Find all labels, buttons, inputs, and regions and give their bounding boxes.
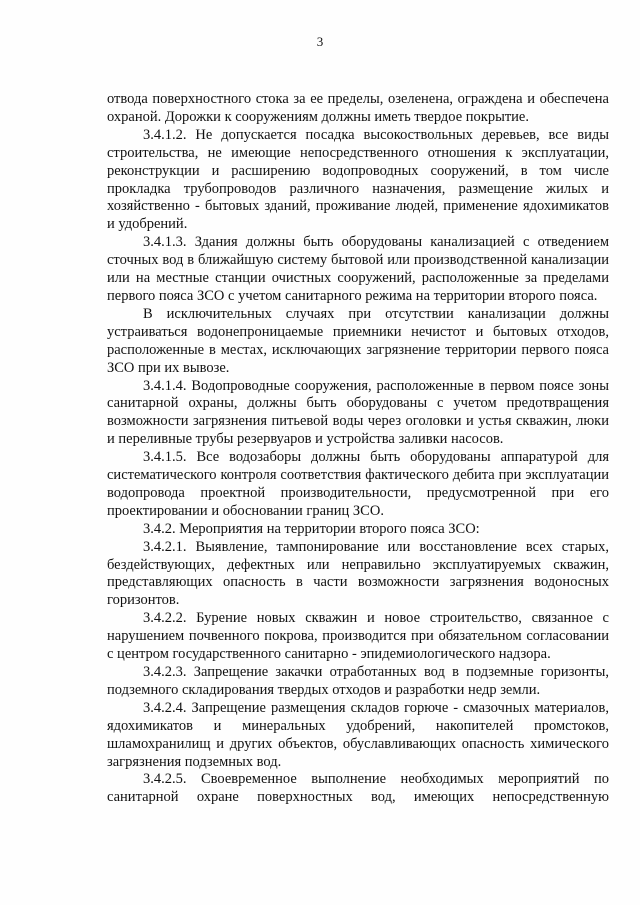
page-number: 3 — [316, 34, 324, 49]
paragraph: 3.4.1.4. Водопроводные сооружения, расположенные в первом поясе зоны санитарной охраны, должны быть оборудованы с учетом предотвращения возможности загрязнения питьевой воды через оголовки и устья скважин, люки и переливные трубы резервуаров и устройства заливки насосов. — [107, 377, 609, 448]
document-body — [107, 91, 609, 807]
paragraph: В исключительных случаях при отсутствии канализации должны устраиваться водонепроницаемые приемники нечистот и бытовых отходов, расположенные в местах, исключающих загрязнение территории первого пояса ЗСО при их вывозе. — [107, 305, 609, 376]
paragraph: 3.4.1.3. Здания должны быть оборудованы канализацией с отведением сточных вод в ближайшую систему бытовой или производственной канализации или на местные станции очистных сооружений, расположенные за пределами первого пояса ЗСО с учетом санитарного режима на территории второго пояса. — [107, 234, 609, 304]
paragraph: 3.4.2. Мероприятия на территории второго пояса ЗСО: — [143, 520, 480, 537]
paragraph: отвода поверхностного стока за ее пределы, озеленена, ограждена и обеспечена охраной. Дорожки к сооружениям должны иметь твердое покрытие. — [107, 91, 609, 125]
paragraph: 3.4.2.4. Запрещение размещения складов горюче - смазочных материалов, ядохимикатов и минеральных удобрений, накопителей промстоков, шламохранилищ и других объектов, обуславливающих опасность химического загрязнения подземных вод. — [107, 699, 609, 770]
paragraph: 3.4.2.3. Запрещение закачки отработанных вод в подземные горизонты, подземного складирования твердых отходов и разработки недр земли. — [107, 664, 609, 698]
paragraph: 3.4.1.2. Не допускается посадка высокоствольных деревьев, все виды строительства, не имеющие непосредственного отношения к эксплуатации, реконструкции и расширению водопроводных сооружений, в том числе прокладка трубопроводов различного назначения, размещение жилых и хозяйственно - бытовых зданий, проживание людей, применение ядохимикатов и удобрений. — [107, 126, 609, 233]
paragraph: 3.4.2.1. Выявление, тампонирование или восстановление всех старых, бездействующих, дефектных или неправильно эксплуатируемых скважин, представляющих опасность в части возможности загрязнения водоносных горизонтов. — [107, 538, 609, 609]
paragraph: 3.4.1.5. Все водозаборы должны быть оборудованы аппаратурой для систематического контроля соответствия фактического дебита при эксплуатации водопровода проектной производительности, предусмотренной при его проектировании и обосновании границ ЗСО. — [107, 449, 609, 519]
paragraph: 3.4.2.2. Бурение новых скважин и новое строительство, связанное с нарушением почвенного покрова, производится при обязательном согласовании с центром государственного санитарно - эпидемиологического надзора. — [107, 610, 609, 663]
paragraph: 3.4.2.5. Своевременное выполнение необходимых мероприятий по санитарной охране поверхностных вод, имеющих непосредственную — [107, 771, 609, 806]
